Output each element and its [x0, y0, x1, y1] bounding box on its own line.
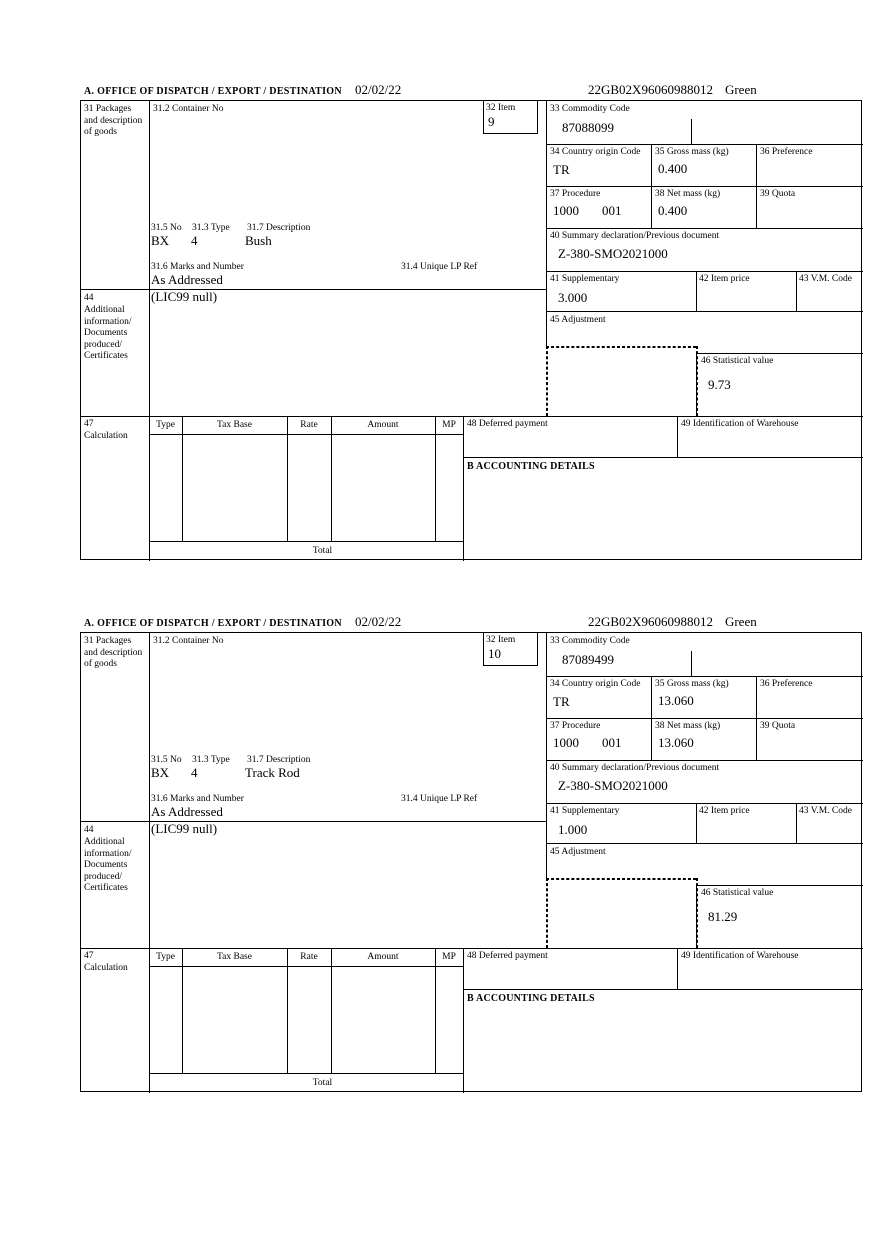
box33-label: 33 Commodity Code [550, 636, 630, 646]
box41-label: 41 Supplementary [550, 274, 620, 284]
box43-label: 43 V.M. Code [799, 806, 852, 816]
grid-line [463, 948, 464, 1093]
grid-line [546, 271, 863, 272]
box39-label: 39 Quota [760, 189, 796, 199]
box31-5-label: 31.5 No [151, 755, 182, 765]
box49-label: 49 Identification of Warehouse [681, 419, 799, 429]
grid-line [149, 101, 150, 561]
declaration-item-section [80, 80, 863, 562]
box34-label: 34 Country origin Code [550, 679, 641, 689]
date-value: 02/02/22 [355, 614, 402, 629]
box42-label: 42 Item price [699, 806, 750, 816]
supplementary-value: 3.000 [558, 290, 588, 305]
box39-label: 39 Quota [760, 721, 796, 731]
mrn-reference-value: 22GB02X96060988012 [588, 614, 713, 629]
package-type-value: 4 [191, 765, 198, 780]
declaration-reference [588, 614, 757, 630]
box47-number: 47 [84, 951, 94, 961]
box31-7-label: 31.7 Description [247, 223, 311, 233]
package-no-value: BX [151, 233, 170, 248]
box31-4-label: 31.4 Unique LP Ref [401, 794, 478, 804]
grid-line [546, 311, 863, 312]
grid-line [149, 434, 463, 435]
declaration-item-section [80, 612, 863, 1094]
grid-line [546, 760, 863, 761]
box44-label: Additional information/ Documents produced/ Certificates [84, 837, 132, 893]
grid-line [463, 416, 464, 561]
procedure-value: 1000 [553, 735, 579, 750]
grid-line [756, 144, 757, 228]
col-header-rate: Rate [300, 420, 318, 430]
declaration-reference [588, 82, 757, 98]
grid-line [546, 144, 863, 145]
box31-4-label: 31.4 Unique LP Ref [401, 262, 478, 272]
box38-label: 38 Net mass (kg) [655, 189, 721, 199]
box46-label: 46 Statistical value [701, 356, 774, 366]
country-origin-value: TR [553, 162, 570, 177]
box37-label: 37 Procedure [550, 721, 601, 731]
grid-line [546, 843, 863, 844]
box48-label: 48 Deferred payment [467, 419, 548, 429]
box35-label: 35 Gross mass (kg) [655, 147, 729, 157]
box40-label: 40 Summary declaration/Previous document [550, 231, 720, 241]
package-no-value: BX [151, 765, 170, 780]
marks-and-number-value: As Addressed [151, 804, 223, 819]
previous-document-value: Z-380-SMO2021000 [558, 246, 668, 261]
col-header-type: Type [156, 420, 175, 430]
col-header-amount: Amount [367, 952, 399, 962]
box46-label: 46 Statistical value [701, 888, 774, 898]
box47-label: Calculation [84, 431, 128, 441]
gross-mass-value: 0.400 [658, 161, 688, 176]
box31-2-label: 31.2 Container No [153, 104, 224, 114]
statistical-value: 9.73 [708, 377, 731, 392]
dashed-line [546, 878, 548, 948]
supplementary-value: 1.000 [558, 822, 588, 837]
grid-line [546, 718, 863, 719]
box43-label: 43 V.M. Code [799, 274, 852, 284]
box37-label: 37 Procedure [550, 189, 601, 199]
col-header-type: Type [156, 952, 175, 962]
grid-line [546, 186, 863, 187]
col-header-amount: Amount [367, 420, 399, 430]
date-value: 02/02/22 [355, 82, 402, 97]
office-of-dispatch-header: A. OFFICE OF DISPATCH / EXPORT / DESTINATION [84, 618, 342, 629]
route-status-value: Green [724, 82, 757, 97]
box44-number: 44 [84, 293, 94, 303]
box48-label: 48 Deferred payment [467, 951, 548, 961]
box45-label: 45 Adjustment [550, 315, 606, 325]
box31-label: 31 Packages and description of goods [84, 104, 143, 137]
box35-label: 35 Gross mass (kg) [655, 679, 729, 689]
accounting-details-label: B ACCOUNTING DETAILS [467, 461, 595, 472]
col-header-tax-base: Tax Base [217, 420, 252, 430]
grid-line [691, 119, 692, 144]
office-of-dispatch-header: A. OFFICE OF DISPATCH / EXPORT / DESTINATION [84, 86, 342, 97]
mrn-reference-value: 22GB02X96060988012 [588, 82, 713, 97]
grid-line [691, 651, 692, 676]
box36-label: 36 Preference [760, 147, 813, 157]
grid-line [651, 144, 652, 228]
box44-number: 44 [84, 825, 94, 835]
col-header-tax-base: Tax Base [217, 952, 252, 962]
grid-line [546, 228, 863, 229]
box45-label: 45 Adjustment [550, 847, 606, 857]
box31-6-label: 31.6 Marks and Number [151, 262, 244, 272]
grid-line [796, 271, 797, 311]
marks-and-number-value: As Addressed [151, 272, 223, 287]
grid-line [149, 966, 463, 967]
box31-3-label: 31.3 Type [192, 223, 230, 233]
dashed-line [546, 346, 696, 348]
grid-line [696, 271, 697, 311]
dashed-line [546, 878, 696, 880]
goods-description-value: Bush [245, 233, 272, 248]
grid-line [546, 803, 863, 804]
item-form-grid [80, 100, 862, 560]
grid-line [546, 101, 547, 346]
col-header-mp: MP [442, 952, 456, 962]
grid-line [696, 803, 697, 843]
box32-label: 32 Item [486, 635, 516, 645]
col-header-mp: MP [442, 420, 456, 430]
procedure-value: 1000 [553, 203, 579, 218]
box34-label: 34 Country origin Code [550, 147, 641, 157]
box41-label: 41 Supplementary [550, 806, 620, 816]
statistical-value: 81.29 [708, 909, 738, 924]
previous-document-value: Z-380-SMO2021000 [558, 778, 668, 793]
grid-line [677, 948, 678, 989]
box38-label: 38 Net mass (kg) [655, 721, 721, 731]
grid-line [796, 803, 797, 843]
net-mass-value: 0.400 [658, 203, 688, 218]
col-header-rate: Rate [300, 952, 318, 962]
box32-label: 32 Item [486, 103, 516, 113]
grid-line [546, 676, 863, 677]
box36-label: 36 Preference [760, 679, 813, 689]
box31-3-label: 31.3 Type [192, 755, 230, 765]
package-type-value: 4 [191, 233, 198, 248]
commodity-code-value: 87088099 [562, 120, 614, 135]
section-header [80, 612, 862, 632]
grid-line [149, 633, 150, 1093]
box44-label: Additional information/ Documents produced/ Certificates [84, 305, 132, 361]
box40-label: 40 Summary declaration/Previous document [550, 763, 720, 773]
box33-label: 33 Commodity Code [550, 104, 630, 114]
dashed-line [546, 346, 548, 416]
total-label: Total [312, 546, 333, 556]
grid-line [677, 416, 678, 457]
procedure-code2-value: 001 [602, 735, 622, 750]
item-number-value: 10 [488, 646, 501, 661]
country-origin-value: TR [553, 694, 570, 709]
box47-label: Calculation [84, 963, 128, 973]
commodity-code-value: 87089499 [562, 652, 614, 667]
additional-info-value: (LIC99 null) [151, 289, 218, 304]
grid-line [546, 633, 547, 878]
box31-label: 31 Packages and description of goods [84, 636, 143, 669]
box31-7-label: 31.7 Description [247, 755, 311, 765]
procedure-code2-value: 001 [602, 203, 622, 218]
grid-line [756, 676, 757, 760]
net-mass-value: 13.060 [658, 735, 694, 750]
gross-mass-value: 13.060 [658, 693, 694, 708]
grid-line [651, 676, 652, 760]
box31-6-label: 31.6 Marks and Number [151, 794, 244, 804]
item-form-grid [80, 632, 862, 1092]
accounting-details-label: B ACCOUNTING DETAILS [467, 993, 595, 1004]
box31-2-label: 31.2 Container No [153, 636, 224, 646]
box42-label: 42 Item price [699, 274, 750, 284]
grid-line [463, 457, 863, 458]
additional-info-value: (LIC99 null) [151, 821, 218, 836]
box47-number: 47 [84, 419, 94, 429]
box49-label: 49 Identification of Warehouse [681, 951, 799, 961]
grid-line [463, 989, 863, 990]
total-label: Total [312, 1078, 333, 1088]
item-number-value: 9 [488, 114, 495, 129]
box31-5-label: 31.5 No [151, 223, 182, 233]
section-header [80, 80, 862, 100]
route-status-value: Green [724, 614, 757, 629]
goods-description-value: Track Rod [245, 765, 300, 780]
